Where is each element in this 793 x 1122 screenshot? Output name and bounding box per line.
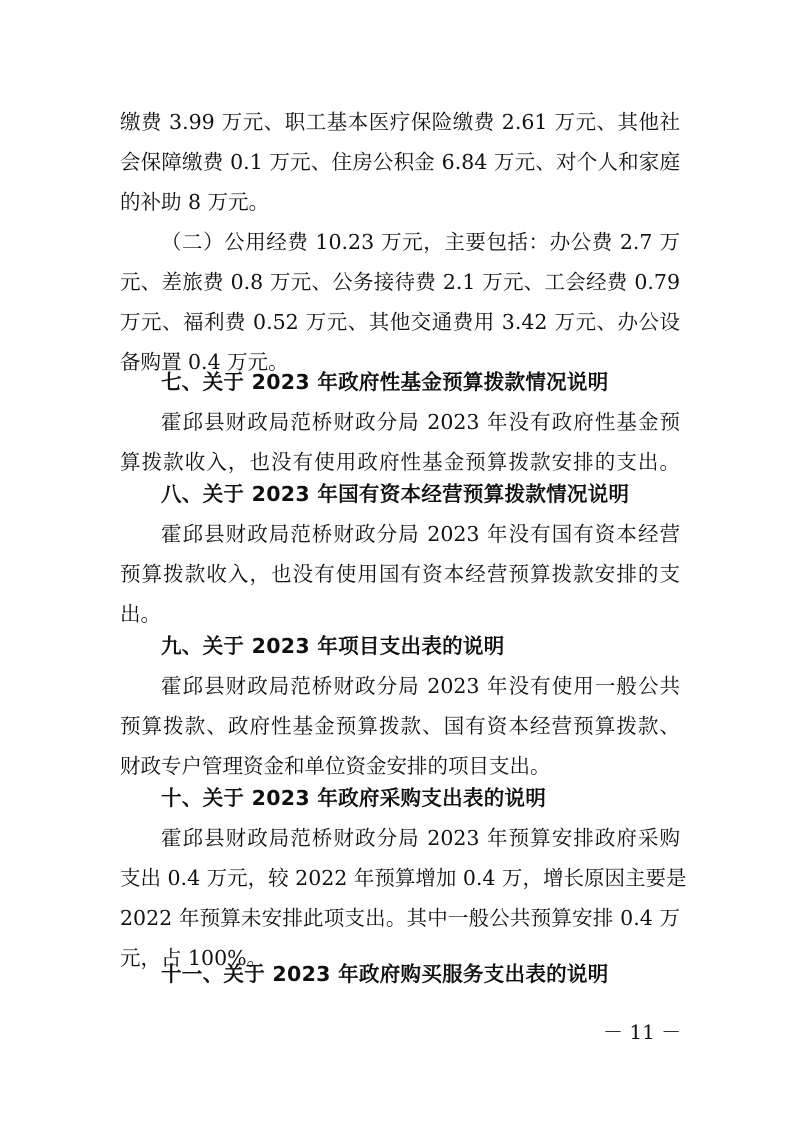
body-line: （二）公用经费 10.23 万元，主要包括：办公费 2.7 万 <box>161 230 680 254</box>
body-line: 霍邱县财政局范桥财政分局 2023 年没有政府性基金预 <box>161 410 680 434</box>
body-line: 支出 0.4 万元，较 2022 年预算增加 0.4 万，增长原因主要是 <box>120 866 687 890</box>
section-heading-7: 七、关于 2023 年政府性基金预算拨款情况说明 <box>161 370 609 394</box>
body-line: 元，占 100%。 <box>120 946 268 970</box>
body-line: 2022 年预算未安排此项支出。其中一般公共预算安排 0.4 万 <box>120 906 680 930</box>
body-line: 的补助 8 万元。 <box>120 190 270 214</box>
body-line: 霍邱县财政局范桥财政分局 2023 年预算安排政府采购 <box>161 826 680 850</box>
body-line: 预算拨款收入，也没有使用国有资本经营预算拨款安排的支 <box>120 562 680 586</box>
body-line: 算拨款收入，也没有使用政府性基金预算拨款安排的支出。 <box>120 450 680 474</box>
section-heading-8: 八、关于 2023 年国有资本经营预算拨款情况说明 <box>161 482 630 506</box>
body-line: 出。 <box>120 602 161 626</box>
body-line: 霍邱县财政局范桥财政分局 2023 年没有使用一般公共 <box>161 674 680 698</box>
body-line: 元、差旅费 0.8 万元、公务接待费 2.1 万元、工会经费 0.79 <box>120 270 680 294</box>
body-line: 预算拨款、政府性基金预算拨款、国有资本经营预算拨款、 <box>120 714 680 738</box>
page-number: － 11 － <box>603 1020 682 1044</box>
section-heading-9: 九、关于 2023 年项目支出表的说明 <box>161 634 505 658</box>
body-line: 财政专户管理资金和单位资金安排的项目支出。 <box>120 754 551 778</box>
section-heading-11: 十一、关于 2023 年政府购买服务支出表的说明 <box>161 962 609 986</box>
body-line: 霍邱县财政局范桥财政分局 2023 年没有国有资本经营 <box>161 522 680 546</box>
body-line: 备购置 0.4 万元。 <box>120 350 289 374</box>
section-heading-10: 十、关于 2023 年政府采购支出表的说明 <box>161 786 547 810</box>
body-line: 会保障缴费 0.1 万元、住房公积金 6.84 万元、对个人和家庭 <box>120 150 680 174</box>
body-line: 缴费 3.99 万元、职工基本医疗保险缴费 2.61 万元、其他社 <box>120 110 680 134</box>
body-line: 万元、福利费 0.52 万元、其他交通费用 3.42 万元、办公设 <box>120 310 680 334</box>
